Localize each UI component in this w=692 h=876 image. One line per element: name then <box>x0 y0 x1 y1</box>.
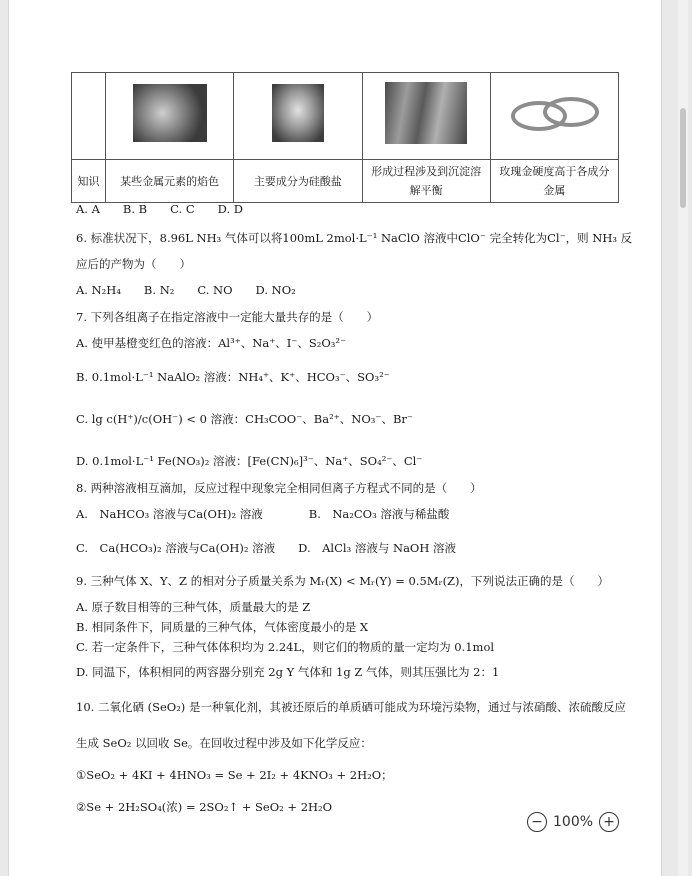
table-cell-a: 某些金属元素的焰色 <box>106 160 234 203</box>
zoom-level: 100% <box>553 814 594 830</box>
scrollbar-thumb[interactable] <box>680 108 686 208</box>
zoom-control <box>527 812 619 832</box>
q9-b: B. 相同条件下，同质量的三种气体，气体密度最小的是 X <box>76 620 369 634</box>
document-page <box>8 0 662 876</box>
q10-stem: 10. 二氧化硒 (SeO₂) 是一种氧化剂，其被还原后的单质硒可能成为环境污染物，通过与浓硝酸、浓硫酸反应 <box>76 700 626 714</box>
table-cell-d: 玫瑰金硬度高于各成分金属 <box>490 160 618 203</box>
q7-d: D. 0.1mol·L⁻¹ Fe(NO₃)₂ 溶液：[Fe(CN)₆]³⁻、Na⁺、SO₄²⁻、Cl⁻ <box>76 454 423 468</box>
q9-a: A. 原子数目相等的三种气体，质量最大的是 Z <box>76 600 311 614</box>
table-cell-c: 形成过程涉及到沉淀溶解平衡 <box>362 160 490 203</box>
q10-eq1: ①SeO₂ + 4KI + 4HNO₃ = Se + 2I₂ + 4KNO₃ + 2H₂O； <box>76 768 393 782</box>
table-cell-b: 主要成分为硅酸盐 <box>234 160 362 203</box>
q6-stem: 6. 标准状况下，8.96L NH₃ 气体可以将100mL 2mol·L⁻¹ NaClO 溶液中ClO⁻ 完全转化为Cl⁻，则 NH₃ 反 <box>76 231 633 245</box>
zoom-in-button[interactable]: + <box>599 812 619 832</box>
table-corner-cell <box>72 73 106 160</box>
karst-cave-image <box>385 82 467 144</box>
q8-cd: C. Ca(HCO₃)₂ 溶液与Ca(OH)₂ 溶液 D. AlCl₃ 溶液与 NaOH 溶液 <box>76 541 457 555</box>
q7-a: A. 使甲基橙变红色的溶液：Al³⁺、Na⁺、I⁻、S₂O₃²⁻ <box>76 336 347 350</box>
q8-ab: A. NaHCO₃ 溶液与Ca(OH)₂ 溶液 B. Na₂CO₃ 溶液与稀盐酸 <box>76 507 450 521</box>
vertical-scrollbar[interactable] <box>678 0 688 876</box>
flame-color-image <box>133 84 207 142</box>
q10-stem-cont: 生成 SeO₂ 以回收 Se。在回收过程中涉及如下化学反应： <box>76 736 372 750</box>
q8-stem: 8. 两种溶液相互滴加，反应过程中现象完全相同但离子方程式不同的是（ ） <box>76 481 482 495</box>
q10-eq2: ②Se + 2H₂SO₄(浓) = 2SO₂↑ + SeO₂ + 2H₂O <box>76 800 333 814</box>
rose-gold-rings-image <box>509 93 599 133</box>
q6-options: A. N₂H₄ B. N₂ C. NO D. NO₂ <box>76 283 296 297</box>
q9-d: D. 同温下，体积相同的两容器分别充 2g Y 气体和 1g Z 气体，则其压强比为 2：1 <box>76 665 500 679</box>
q7-c: C. lg c(H⁺)/c(OH⁻) < 0 溶液：CH₃COO⁻、Ba²⁺、NO₃⁻、Br⁻ <box>76 412 413 426</box>
q9-c: C. 若一定条件下，三种气体体积均为 2.24L，则它们的物质的量一定均为 0.1mol <box>76 640 495 654</box>
table-row-header: 知识 <box>72 160 106 203</box>
q7-b: B. 0.1mol·L⁻¹ NaAlO₂ 溶液：NH₄⁺、K⁺、HCO₃⁻、SO₃²⁻ <box>76 370 390 384</box>
q5-options: A. A B. B C. C D. D <box>76 202 243 216</box>
q6-stem-cont: 应后的产物为（ ） <box>76 257 191 271</box>
zoom-out-button[interactable]: − <box>527 812 547 832</box>
options-table <box>71 72 619 203</box>
q7-stem: 7. 下列各组离子在指定溶液中一定能大量共存的是（ ） <box>76 310 379 324</box>
silicate-image <box>272 84 324 142</box>
q9-stem: 9. 三种气体 X、Y、Z 的相对分子质量关系为 Mᵣ(X) < Mᵣ(Y) = 0.5Mᵣ(Z)，下列说法正确的是（ ） <box>76 574 610 588</box>
